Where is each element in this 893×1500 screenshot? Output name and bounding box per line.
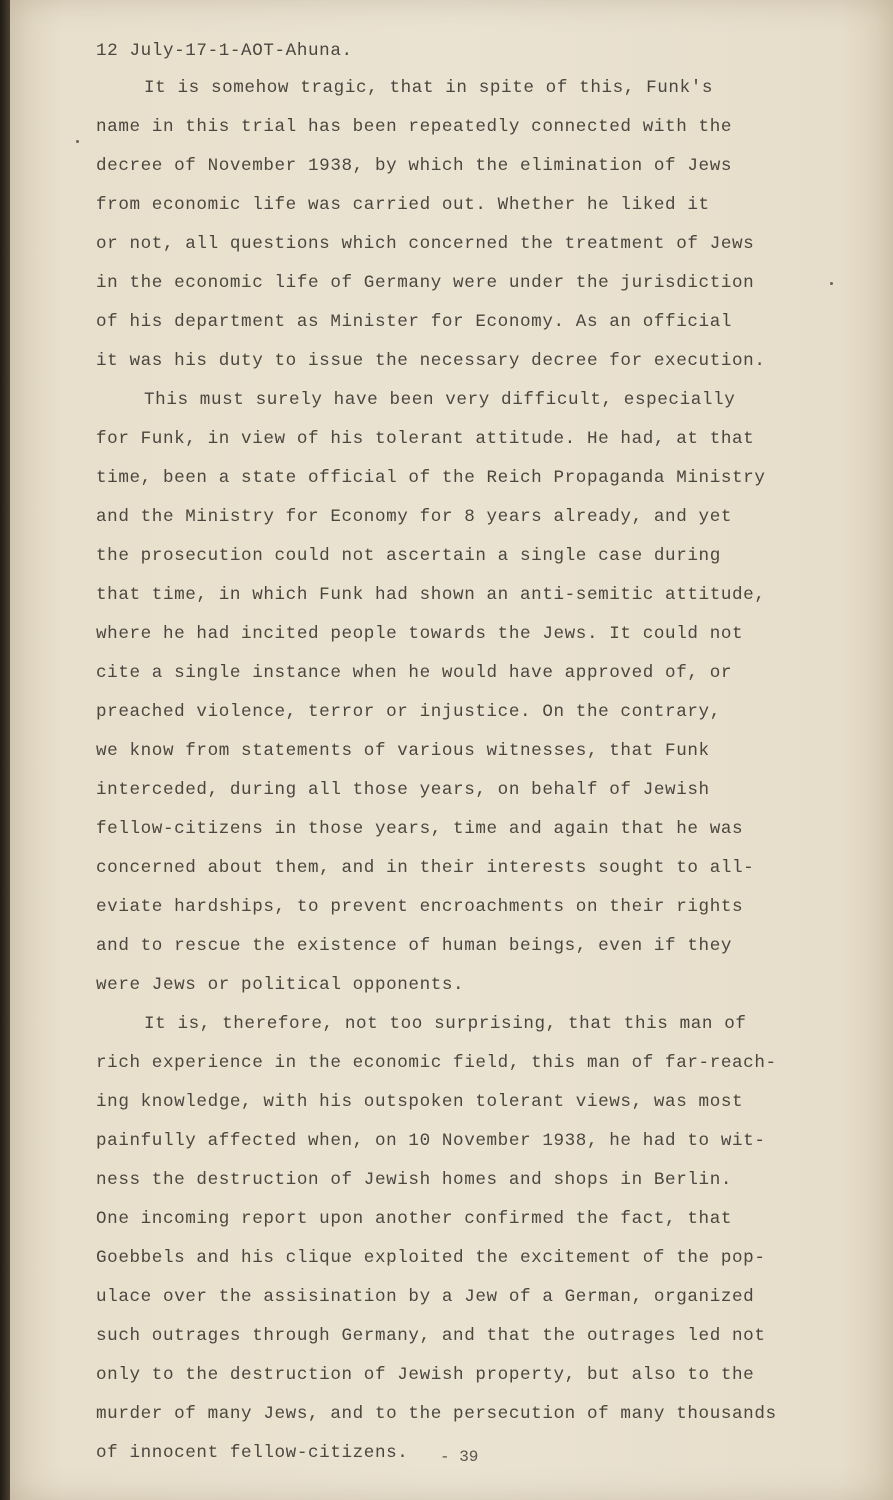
text-line: of his department as Minister for Economy. As an official <box>96 312 733 332</box>
text-line: it was his duty to issue the necessary decree for execution. <box>96 351 766 371</box>
text-line: were Jews or political opponents. <box>96 975 465 995</box>
text-line: such outrages through Germany, and that the outrages led not <box>96 1326 766 1346</box>
text-line: we know from statements of various witnesses, that Funk <box>96 741 710 761</box>
document-header: 12 July-17-1-AOT-Ahuna. <box>96 41 353 61</box>
text-line: eviate hardships, to prevent encroachments on their rights <box>96 897 744 917</box>
text-line: name in this trial has been repeatedly connected with the <box>96 117 733 137</box>
scan-edge <box>0 0 10 1500</box>
text-line: time, been a state official of the Reich Propaganda Ministry <box>96 468 766 488</box>
text-line: ulace over the assisination by a Jew of a German, organized <box>96 1287 755 1307</box>
text-line: decree of November 1938, by which the elimination of Jews <box>96 156 733 176</box>
text-line: or not, all questions which concerned the treatment of Jews <box>96 234 755 254</box>
text-line: painfully affected when, on 10 November 1938, he had to wit- <box>96 1131 766 1151</box>
paper-speck <box>76 140 79 143</box>
text-line: fellow-citizens in those years, time and again that he was <box>96 819 744 839</box>
text-line: only to the destruction of Jewish property, but also to the <box>96 1365 755 1385</box>
text-line: rich experience in the economic field, this man of far-reach- <box>96 1053 777 1073</box>
text-line: that time, in which Funk had shown an anti-semitic attitude, <box>96 585 766 605</box>
text-line: Goebbels and his clique exploited the excitement of the pop- <box>96 1248 766 1268</box>
text-line: ing knowledge, with his outspoken tolerant views, was most <box>96 1092 744 1112</box>
paper-speck <box>830 282 833 285</box>
text-line: and to rescue the existence of human beings, even if they <box>96 936 733 956</box>
text-line: It is somehow tragic, that in spite of this, Funk's <box>144 78 714 98</box>
text-line: in the economic life of Germany were under the jurisdiction <box>96 273 755 293</box>
text-line: concerned about them, and in their interests sought to all- <box>96 858 755 878</box>
text-line: from economic life was carried out. Whether he liked it <box>96 195 710 215</box>
text-line: preached violence, terror or injustice. On the contrary, <box>96 702 721 722</box>
text-line: where he had incited people towards the Jews. It could not <box>96 624 744 644</box>
text-line: This must surely have been very difficult, especially <box>144 390 736 410</box>
text-line: and the Ministry for Economy for 8 years already, and yet <box>96 507 733 527</box>
text-line: It is, therefore, not too surprising, that this man of <box>144 1014 747 1034</box>
text-line: for Funk, in view of his tolerant attitude. He had, at that <box>96 429 755 449</box>
document-body <box>96 36 816 1473</box>
text-line: murder of many Jews, and to the persecution of many thousands <box>96 1404 777 1424</box>
page-number: - 39 <box>440 1448 479 1466</box>
text-line: of innocent fellow-citizens. <box>96 1443 409 1463</box>
text-line: cite a single instance when he would have approved of, or <box>96 663 733 683</box>
text-line: the prosecution could not ascertain a single case during <box>96 546 721 566</box>
text-line: ness the destruction of Jewish homes and shops in Berlin. <box>96 1170 733 1190</box>
text-line: interceded, during all those years, on behalf of Jewish <box>96 780 710 800</box>
text-line: One incoming report upon another confirmed the fact, that <box>96 1209 733 1229</box>
